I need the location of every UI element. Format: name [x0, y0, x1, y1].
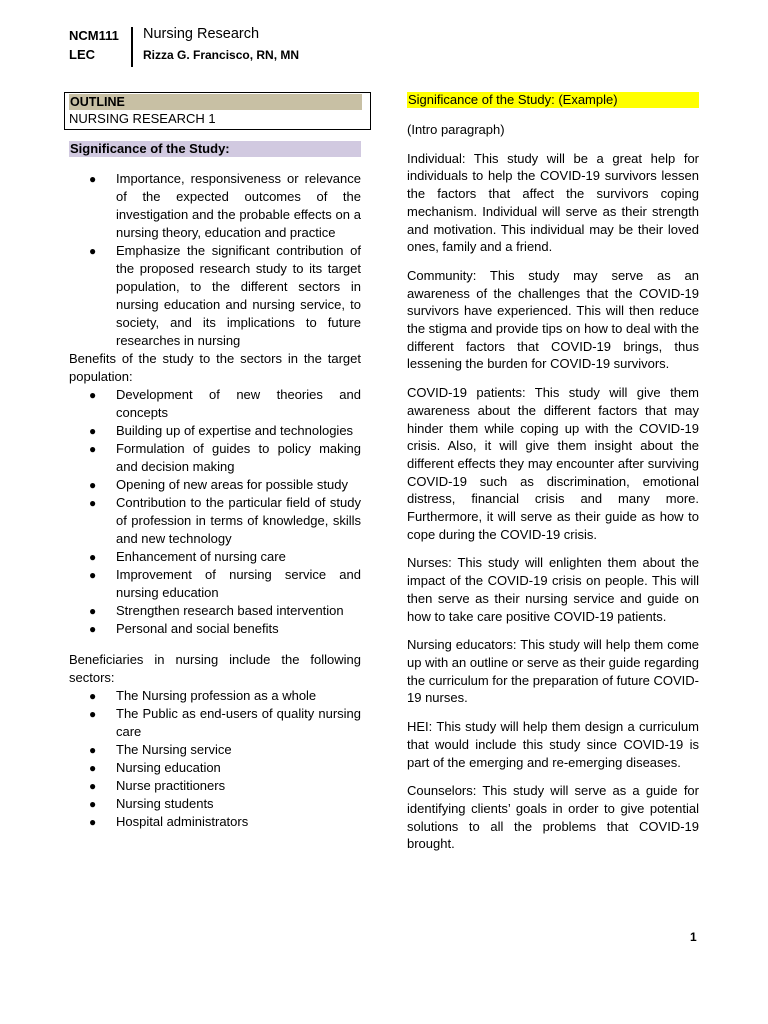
list-item: ● Development of new theories and concepts	[89, 387, 361, 420]
intro-paragraph: (Intro paragraph)	[407, 122, 505, 137]
bullet-icon: ●	[89, 743, 97, 757]
subject-title: Nursing Research	[143, 26, 260, 42]
outline-title: OUTLINE	[69, 94, 362, 110]
outline-box	[64, 92, 371, 130]
bullet-icon: ●	[89, 761, 97, 775]
bullet-icon: ●	[89, 244, 97, 258]
bullet-icon: ●	[89, 478, 97, 492]
left-column	[69, 141, 361, 831]
example-title: Significance of the Study: (Example)	[407, 92, 699, 108]
page-number: 1	[690, 930, 697, 944]
list-item: ● Importance, responsiveness or relevance of the expected outcomes of the investigation and the probable effects on a nursing theory, education and practice	[89, 171, 361, 240]
list-item: ● Nursing students	[89, 796, 214, 811]
list-item: ● The Nursing profession as a whole	[89, 688, 317, 703]
course-type: LEC	[69, 47, 95, 62]
list-item: ● Enhancement of nursing care	[89, 549, 286, 564]
list-item: ● The Public as end-users of quality nursing care	[89, 706, 361, 739]
list-item: ● Hospital administrators	[89, 814, 249, 829]
definition-list	[69, 170, 361, 350]
list-item: ● Strengthen research based intervention	[89, 603, 344, 618]
right-column	[407, 92, 699, 864]
list-item: ● The Nursing service	[89, 742, 232, 757]
benefits-intro: Benefits of the study to the sectors in the target population:	[69, 351, 361, 384]
bullet-icon: ●	[89, 797, 97, 811]
bullet-icon: ●	[89, 815, 97, 829]
list-item: ● Nurse practitioners	[89, 778, 226, 793]
list-item: ● Building up of expertise and technologies	[89, 423, 354, 438]
list-item: ● Opening of new areas for possible study	[89, 477, 348, 492]
bullet-icon: ●	[89, 707, 97, 721]
beneficiaries-intro: Beneficiaries in nursing include the following sectors:	[69, 652, 361, 685]
section-heading: Significance of the Study:	[69, 141, 361, 157]
paragraph-educators: Nursing educators: This study will help them come up with an outline or serve as their guide regarding the curriculum for the preparation of future COVID-19 nurses.	[407, 637, 699, 706]
paragraph-hei: HEI: This study will help them design a curriculum that would include this study since COVID-19 is part of the emerging and re-emerging diseases.	[407, 719, 699, 770]
list-item: ● Personal and social benefits	[89, 621, 279, 636]
list-item: ● Formulation of guides to policy making and decision making	[89, 441, 361, 474]
paragraph-community: Community: This study may serve as an awareness of the challenges that the COVID-19 survivors have experienced. This will then reduce the stigma and provide tips on how to deal with the different factors that COVID-19 brings, thus lessening the burden for COVID-19 survivors.	[407, 267, 699, 372]
bullet-icon: ●	[89, 496, 97, 510]
list-item: ● Nursing education	[89, 760, 221, 775]
list-item: ● Emphasize the significant contribution of the proposed research study to its target population, to the different sectors in nursing education and nursing service, to society, and its implications to future researches in nursing	[89, 243, 361, 348]
subject-block	[143, 24, 299, 64]
bullet-icon: ●	[89, 604, 97, 618]
list-item: ● Contribution to the particular field of study of profession in terms of knowledge, skills and new technology	[89, 495, 361, 546]
course-code: NCM111	[69, 28, 119, 43]
bullet-icon: ●	[89, 388, 97, 402]
header-divider	[131, 27, 133, 67]
beneficiaries-list	[69, 687, 361, 831]
outline-subtitle: NURSING RESEARCH 1	[69, 111, 216, 126]
bullet-icon: ●	[89, 568, 97, 582]
course-block	[69, 26, 129, 64]
paragraph-counselors: Counselors: This study will serve as a guide for identifying clients’ goals in order to give potential solutions to all the problems that COVID-19 brought.	[407, 783, 699, 852]
bullet-icon: ●	[89, 424, 97, 438]
instructor-name: Rizza G. Francisco, RN, MN	[143, 48, 300, 62]
bullet-icon: ●	[89, 689, 97, 703]
paragraph-individual: Individual: This study will be a great help for individuals to help the COVID-19 survivors lessen the factors that affect the survivors coping mechanism. Individual will serve as their strength and motivation. This individual may be their loved ones, family and a friend.	[407, 150, 699, 255]
bullet-icon: ●	[89, 550, 97, 564]
list-item: ● Improvement of nursing service and nursing education	[89, 567, 361, 600]
paragraph-nurses: Nurses: This study will enlighten them about the impact of the COVID-19 crisis on people. This will then serve as their nursing service and guide on how to take care positive COVID-19 patients.	[407, 555, 699, 624]
bullet-icon: ●	[89, 779, 97, 793]
bullet-icon: ●	[89, 442, 97, 456]
bullet-icon: ●	[89, 172, 97, 186]
paragraph-patients: COVID-19 patients: This study will give them awareness about the different factors that may hinder them while coping up with the COVID-19 crisis. Also, it will give them insight about the different effects they may encounter after surviving COVID-19 such as discrimination, emotional distress, financial crisis and many more. Furthermore, it will serve as their guide as how to cope during the COVID-19 crisis.	[407, 385, 699, 542]
benefits-list	[69, 386, 361, 638]
bullet-icon: ●	[89, 622, 97, 636]
